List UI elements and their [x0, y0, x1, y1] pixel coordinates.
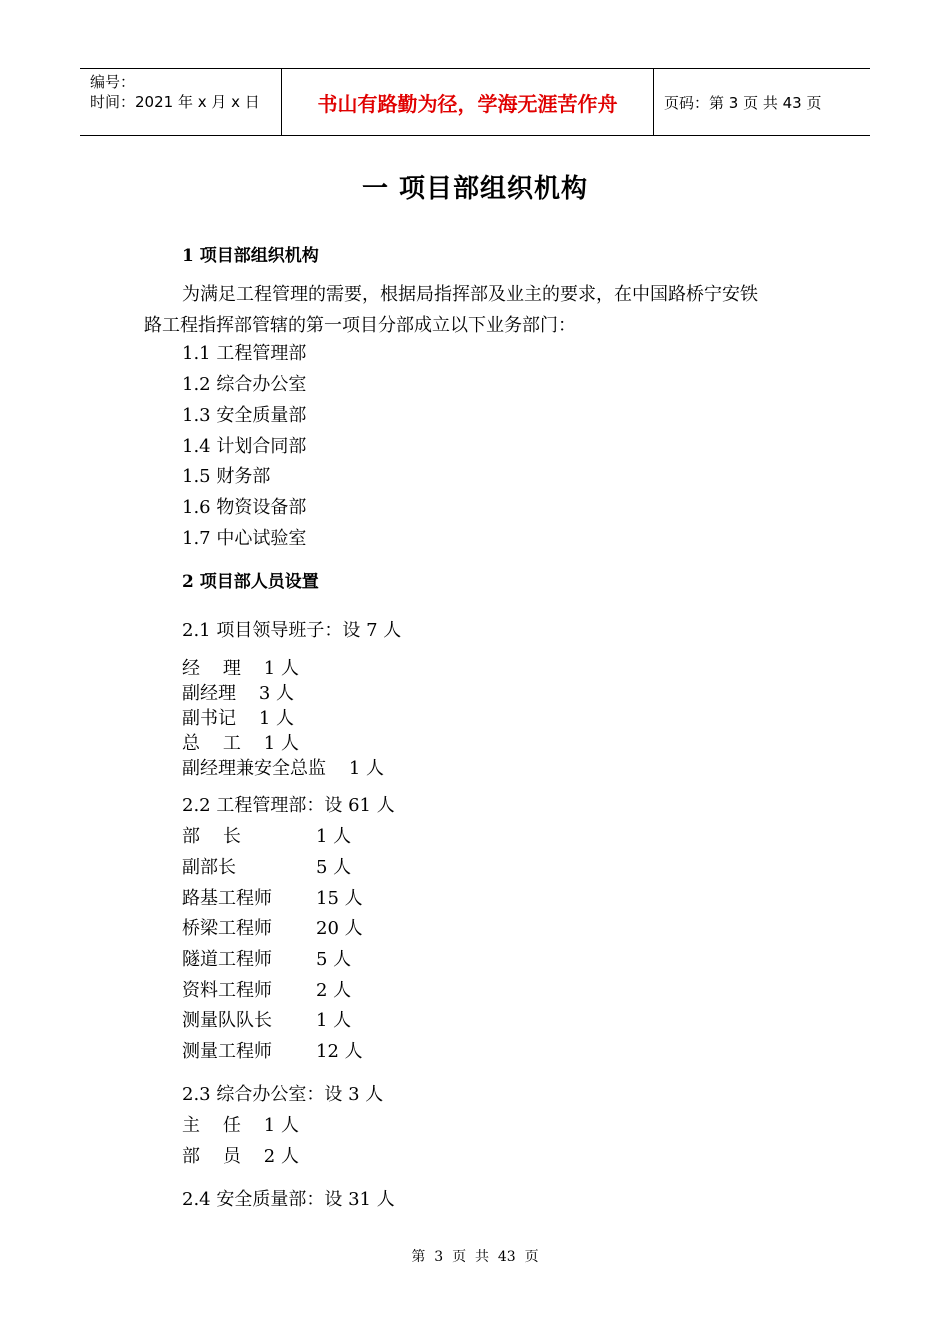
eng-staff-role: 隧道工程师: [182, 949, 272, 970]
leader-item: 副书记 1 人: [182, 708, 295, 729]
leader-item: 经 理 1 人: [182, 658, 299, 679]
eng-staff-role: 资料工程师: [182, 980, 272, 1001]
page-header: [80, 68, 870, 136]
section2-heading: 2 项目部人员设置: [182, 572, 319, 592]
department-item: 1.4 计划合同部: [182, 436, 307, 457]
department-item: 1.7 中心试验室: [182, 528, 307, 549]
eng-staff-count: 5 人: [316, 949, 352, 970]
header-meta: [80, 69, 282, 135]
office-staff-item: 主 任 1 人: [182, 1115, 299, 1136]
eng-staff-role: 副部长: [182, 857, 236, 878]
header-number-label: 编号：: [90, 73, 136, 91]
office-title: 2.3 综合办公室：设 3 人: [182, 1084, 384, 1105]
eng-staff-role: 部 长: [182, 826, 241, 847]
header-page-info: 页码：第 3 页 共 43 页: [664, 93, 822, 112]
page-footer: 第 3 页 共 43 页: [411, 1249, 539, 1265]
page-title: 一 项目部组织机构: [361, 174, 589, 204]
safety-dept-title: 2.4 安全质量部：设 31 人: [182, 1189, 395, 1210]
intro-paragraph-line2: 路工程指挥部管辖的第一项目分部成立以下业务部门：: [144, 315, 576, 336]
eng-staff-count: 20 人: [316, 918, 363, 939]
department-item: 1.5 财务部: [182, 466, 271, 487]
header-time-label: 时间：2021 年 x 月 x 日: [90, 93, 260, 111]
intro-paragraph-line1: 为满足工程管理的需要，根据局指挥部及业主的要求，在中国路桥宁安铁: [182, 284, 758, 305]
department-item: 1.6 物资设备部: [182, 497, 307, 518]
leaders-title: 2.1 项目领导班子：设 7 人: [182, 620, 402, 641]
office-staff-item: 部 员 2 人: [182, 1146, 299, 1167]
leader-item: 总 工 1 人: [182, 733, 299, 754]
header-motto: 书山有路勤为径，学海无涯苦作舟: [282, 69, 654, 135]
department-item: 1.1 工程管理部: [182, 343, 307, 364]
eng-staff-role: 测量队队长: [182, 1010, 272, 1031]
eng-dept-title: 2.2 工程管理部：设 61 人: [182, 795, 395, 816]
eng-staff-count: 1 人: [316, 1010, 352, 1031]
eng-staff-count: 5 人: [316, 857, 352, 878]
eng-staff-count: 1 人: [316, 826, 352, 847]
department-item: 1.2 综合办公室: [182, 374, 307, 395]
eng-staff-role: 路基工程师: [182, 888, 272, 909]
leader-item: 副经理 3 人: [182, 683, 295, 704]
eng-staff-count: 2 人: [316, 980, 352, 1001]
eng-staff-count: 15 人: [316, 888, 363, 909]
section1-heading: 1 项目部组织机构: [182, 246, 319, 266]
eng-staff-count: 12 人: [316, 1041, 363, 1062]
leader-item: 副经理兼安全总监 1 人: [182, 758, 385, 779]
eng-staff-role: 测量工程师: [182, 1041, 272, 1062]
eng-staff-role: 桥梁工程师: [182, 918, 272, 939]
department-item: 1.3 安全质量部: [182, 405, 307, 426]
